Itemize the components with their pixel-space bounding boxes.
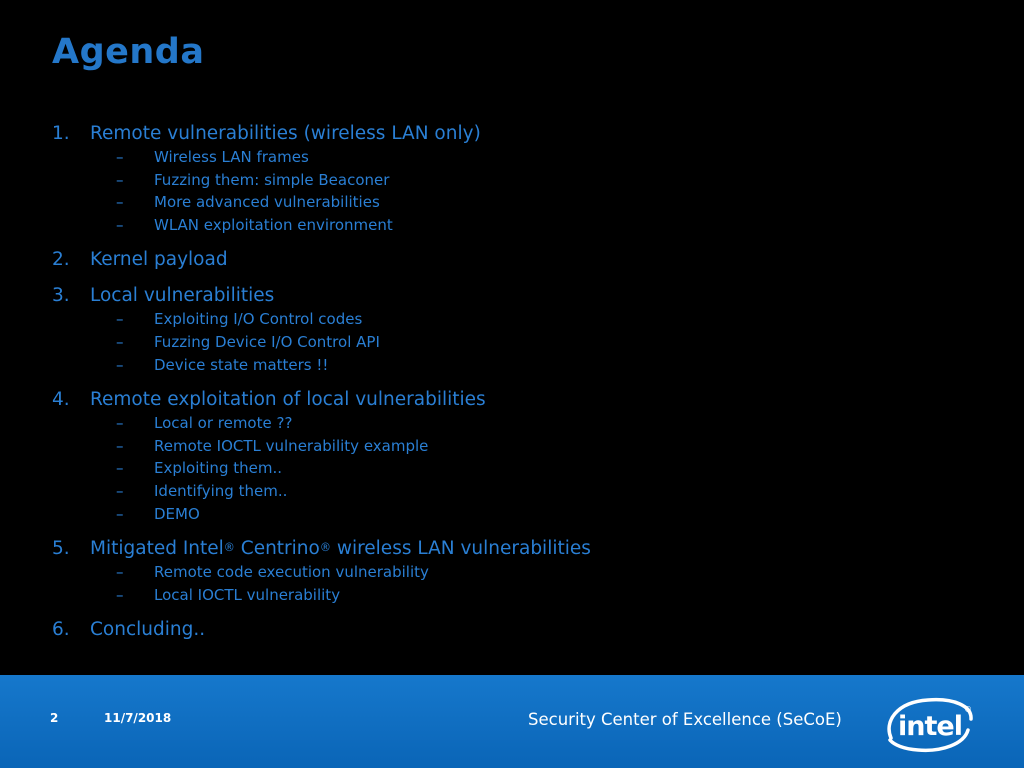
sub-item	[52, 331, 992, 354]
sub-item	[52, 480, 992, 503]
dash-bullet: –	[116, 585, 124, 604]
sub-item	[52, 457, 992, 480]
sub-item-text: Local IOCTL vulnerability	[154, 585, 341, 604]
item-number: 2.	[52, 249, 70, 271]
footer-date: 11/7/2018	[104, 711, 172, 725]
sub-item	[52, 412, 992, 435]
sub-item	[52, 214, 992, 237]
sub-item-text: Exploiting them..	[154, 459, 282, 478]
dash-bullet: –	[116, 481, 124, 500]
sub-item	[52, 308, 992, 331]
item-number: 5.	[52, 538, 70, 560]
item-text: Concluding..	[90, 619, 206, 641]
agenda-item-row	[52, 284, 992, 308]
sub-list	[52, 412, 992, 525]
agenda-item	[52, 618, 992, 642]
sub-list	[52, 308, 992, 376]
item-number: 1.	[52, 123, 70, 144]
sub-item	[52, 354, 992, 377]
sub-item-text: Device state matters !!	[154, 355, 329, 374]
dash-bullet: –	[116, 414, 124, 433]
agenda-item	[52, 122, 992, 236]
item-number: 4.	[52, 389, 70, 411]
item-number: 3.	[52, 285, 70, 307]
sub-item-text: Fuzzing them: simple Beaconer	[154, 170, 390, 189]
dash-bullet: –	[116, 563, 124, 582]
registered-mark: ®	[964, 705, 972, 714]
slide-title: Agenda	[52, 32, 205, 72]
item-text: Remote exploitation of local vulnerabilities	[90, 389, 486, 411]
agenda-item-row	[52, 618, 992, 642]
item-text: Remote vulnerabilities (wireless LAN only)	[90, 123, 481, 144]
agenda-item-row	[52, 537, 992, 561]
sub-list	[52, 146, 992, 236]
sub-item	[52, 435, 992, 458]
sub-item	[52, 561, 992, 584]
agenda-item-row	[52, 388, 992, 412]
sub-item-text: WLAN exploitation environment	[154, 215, 393, 234]
agenda-item	[52, 248, 992, 272]
item-number: 6.	[52, 619, 70, 641]
sub-item-text: Exploiting I/O Control codes	[154, 310, 363, 329]
sub-item	[52, 584, 992, 607]
sub-item-text: DEMO	[154, 504, 200, 523]
sub-item	[52, 169, 992, 192]
sub-item-text: Remote code execution vulnerability	[154, 563, 429, 582]
sub-item-text: More advanced vulnerabilities	[154, 193, 380, 212]
agenda-list	[52, 122, 992, 642]
dash-bullet: –	[116, 170, 124, 189]
agenda-item	[52, 388, 992, 525]
sub-item-text: Identifying them..	[154, 481, 288, 500]
footer-band	[0, 675, 1024, 768]
dash-bullet: –	[116, 148, 124, 166]
intel-logo	[882, 692, 976, 756]
agenda-item-row	[52, 248, 992, 272]
sub-item	[52, 146, 992, 169]
agenda-item	[52, 537, 992, 606]
sub-item-text: Wireless LAN frames	[154, 148, 309, 166]
dash-bullet: –	[116, 459, 124, 478]
dash-bullet: –	[116, 332, 124, 351]
item-text: Kernel payload	[90, 249, 228, 271]
sub-item-text: Local or remote ??	[154, 414, 293, 433]
dash-bullet: –	[116, 436, 124, 455]
sub-item	[52, 503, 992, 526]
dash-bullet: –	[116, 310, 124, 329]
page-number: 2	[50, 711, 59, 725]
footer-text: Security Center of Excellence (SeCoE)	[528, 710, 842, 729]
dash-bullet: –	[116, 355, 124, 374]
sub-list	[52, 561, 992, 606]
dash-bullet: –	[116, 215, 124, 234]
agenda-item-row	[52, 122, 992, 146]
item-text: Local vulnerabilities	[90, 285, 275, 307]
agenda-item	[52, 284, 992, 376]
intel-logo-text: intel	[898, 711, 962, 742]
item-text: Mitigated Intel® Centrino® wireless LAN vulnerabilities	[90, 538, 591, 560]
sub-item-text: Remote IOCTL vulnerability example	[154, 436, 429, 455]
dash-bullet: –	[116, 504, 124, 523]
sub-item-text: Fuzzing Device I/O Control API	[154, 332, 380, 351]
dash-bullet: –	[116, 193, 124, 212]
sub-item	[52, 191, 992, 214]
